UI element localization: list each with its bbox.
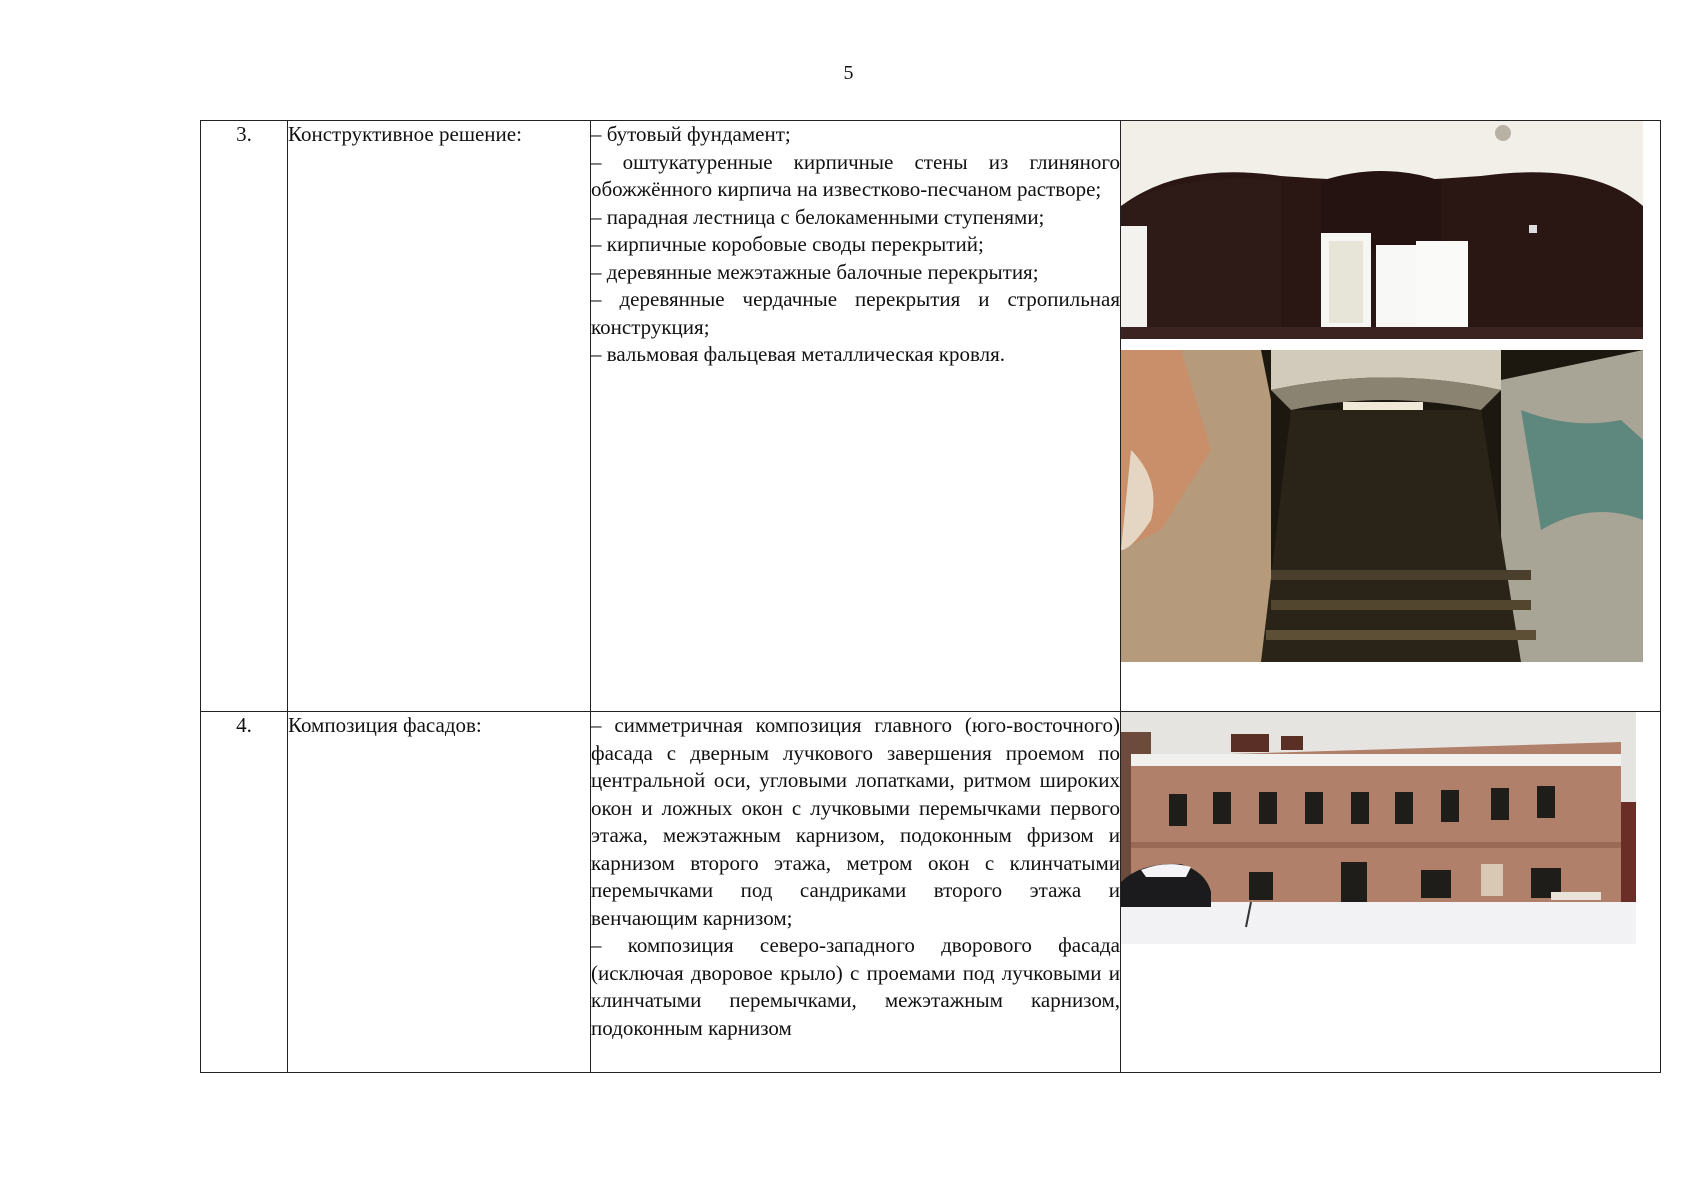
list-item: – кирпичные коробовые своды перекрытий; <box>591 232 984 256</box>
photo-cell <box>1121 712 1661 1073</box>
list-item: – парадная лестница с белокаменными ступенями; <box>591 204 1045 229</box>
row-description <box>591 712 1121 1073</box>
photo-cell <box>1121 121 1661 712</box>
list-item: – деревянные межэтажные балочные перекрытия; <box>591 259 1039 284</box>
list-item: – оштукатуренные кирпичные стены из глиняного обожжённого кирпича на известково-песчаном растворе; <box>591 149 1120 201</box>
table-row <box>201 121 1661 712</box>
list-item: – симметричная композиция главного (юго-восточного) фасада с дверным лучкового завершения проемом по центральной оси, угловыми лопатками, ритмом широких окон и ложных окон с лучковыми перемычками первого этажа, межэтажным карнизом, подоконным фризом и карнизом второго этажа, метром окон с клинчатыми перемычками под сандриками второго этажа и венчающим карнизом; <box>591 713 1120 930</box>
row-label: Конструктивное решение: <box>288 121 591 712</box>
list-item: – бутовый фундамент; <box>591 122 791 146</box>
row-number: 3. <box>201 121 288 712</box>
table-row <box>201 712 1661 1073</box>
list-item: – деревянные чердачные перекрытия и стропильная конструкция; <box>591 287 1120 339</box>
row-description <box>591 121 1121 712</box>
row-label: Композиция фасадов: <box>288 712 591 1073</box>
list-item: – композиция северо-западного дворового фасада (исключая дворовое крыло) с проемами под лучковыми и клинчатыми перемычками, межэтажным карнизом, подоконным карнизом <box>591 933 1120 1040</box>
row-number: 4. <box>201 712 288 1073</box>
document-table <box>200 120 1661 1073</box>
page-number: 5 <box>843 62 854 84</box>
facade-photo <box>1121 712 1636 944</box>
list-item: – вальмовая фальцевая металлическая кровля. <box>591 342 1006 366</box>
stairwell-photo <box>1121 350 1643 662</box>
vaulted-room-photo <box>1121 121 1643 339</box>
